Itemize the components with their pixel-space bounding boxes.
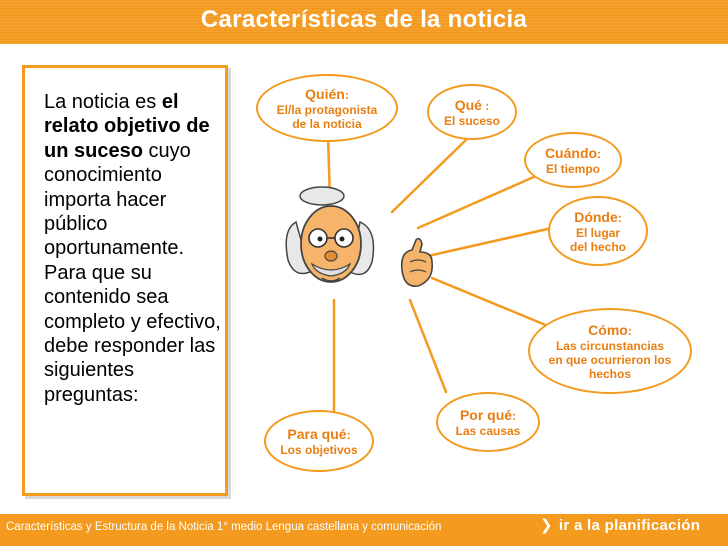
ray-cuando [418, 176, 536, 228]
bubble-paraque [264, 410, 374, 472]
ray-como [432, 278, 548, 326]
bubble-como-q: Cómo [588, 321, 628, 338]
definition-part2: cuyo conocimiento importa hacer público oportunamente. Para que su contenido sea completo y efectivo, debe responder las siguientes preguntas: [44, 139, 221, 406]
go-to-planning-label: ir a la planificación [558, 517, 701, 534]
bubble-quien-colon: : [344, 87, 349, 102]
bubble-donde [548, 196, 648, 266]
bubble-como-question [588, 322, 632, 339]
bubble-porque-question [460, 407, 516, 424]
bubble-donde-question [574, 209, 622, 226]
chevron-right-icon: ❯ [540, 517, 553, 534]
bubble-paraque-question [287, 426, 350, 443]
bubble-quien-q: Quién [305, 85, 345, 102]
bubble-que [427, 84, 517, 140]
bubble-cuando-colon: : [597, 146, 602, 161]
bubble-donde-colon: : [617, 210, 622, 225]
bubble-como [528, 308, 692, 394]
ray-que [392, 136, 470, 212]
bubble-porque-colon: : [512, 408, 517, 423]
bubble-donde-answer-1: El lugar [575, 225, 620, 240]
definition-bold: el relato objetivo de un suceso [44, 91, 210, 162]
old-man-icon [286, 187, 373, 282]
bubble-que-colon: : [481, 98, 490, 113]
pointing-hand-icon [402, 239, 433, 287]
bubble-quien [256, 74, 398, 142]
bubble-donde-answer-2: del hecho [569, 239, 626, 254]
bubble-quien-answer-1: El/la protagonista [276, 102, 378, 117]
bubble-cuando-question [545, 145, 601, 162]
bubble-paraque-colon: : [346, 427, 351, 442]
bubble-como-colon: : [627, 323, 632, 338]
bubble-paraque-q: Para qué [287, 425, 347, 442]
bubble-donde-q: Dónde [574, 208, 618, 225]
bubble-como-answer-2: en que ocurrieron los [548, 352, 672, 367]
bubble-que-answer-1: El suceso [443, 113, 501, 128]
bubble-porque [436, 392, 540, 452]
ray-porque [410, 300, 446, 392]
bubble-como-answer-3: hechos [588, 366, 631, 381]
bubble-cuando-q: Cuándo [544, 144, 598, 161]
bubble-quien-question [305, 86, 349, 103]
bubble-cuando [524, 132, 622, 188]
bubble-cuando-answer-1: El tiempo [545, 161, 600, 176]
bubble-porque-answer-1: Las causas [455, 423, 521, 438]
page-title: Características de la noticia [200, 6, 528, 33]
definition-part1: La noticia es [44, 91, 162, 113]
bubble-paraque-answer-1: Los objetivos [280, 442, 358, 457]
bubble-como-answer-1: Las circunstancias [555, 338, 665, 353]
bubble-quien-answer-2: de la noticia [292, 116, 362, 131]
footer-text: Características y Estructura de la Noticia 1° medio Lengua castellana y comunicación [6, 521, 442, 533]
bubble-que-q: Qué [454, 96, 482, 113]
bubble-que-question [455, 97, 490, 114]
bubble-porque-q: Por qué [459, 406, 513, 423]
go-to-planning-link[interactable] [540, 516, 700, 534]
ray-donde [428, 228, 552, 256]
